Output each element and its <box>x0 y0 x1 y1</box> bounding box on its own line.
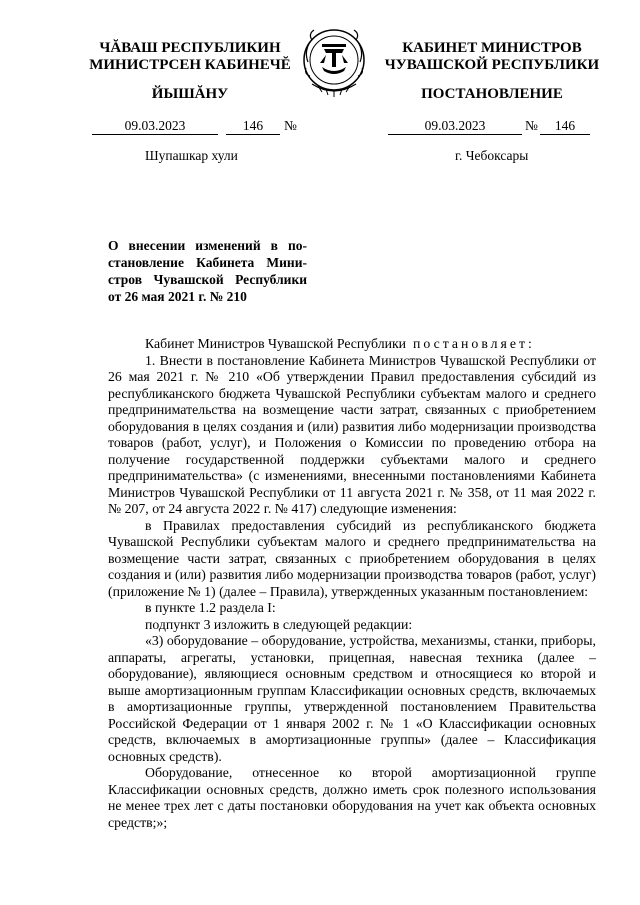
right-number-sign: № <box>525 118 538 133</box>
paragraph-5: «3) оборудование – оборудование, устройства, механизмы, станки, приборы, аппараты, агрегаты, установки, прицепная, навесная техника (далее – оборудование), являющиеся основным средством и относящиеся ко второй и выше амортизационным группам Классификации основных средств, включаемых в амортизационные группы, утвержденной постановлением Правительства Российской Федерации от 1 января 2002 г. № 1 «О Классификации основных средств, включаемых в амортизационные группы» (далее – Классификация основных средств). <box>108 633 596 764</box>
paragraph-6: Оборудование, отнесенное ко второй амортизационной группе Классификации основных средств, должно иметь срок полезного использования не менее трех лет с даты постановки оборудования на учет как объекта основных средств;»; <box>108 765 596 830</box>
document-title <box>108 237 307 305</box>
paragraph-1: 1. Внести в постановление Кабинета Министров Чувашской Республики от 26 мая 2021 г. № 210 «Об утверждении Правил предоставления субсидий из республиканского бюджета Чувашской Республики субъектам малого и среднего предпринимательства на возмещение части затрат, связанных с приобретением оборудования в целях создания и (или) развития либо модернизации производства товаров (работ, услуг), и Положения о Комиссии по проведению отбора на получение государственной поддержки субъектами малого и среднего предпринимательства» (с изменениями, внесенными постановлениями Кабинета Министров Чувашской Республики от 11 августа 2021 г. № 358, от 11 мая 2022 г. № 207, от 24 августа 2022 г. № 417) следующие изменения: <box>108 352 596 516</box>
header-left-doc-type: ЙЫШĂНУ <box>151 86 229 102</box>
title-line-2: становление Кабинета Мини- <box>108 255 307 270</box>
left-number-field: 146 <box>226 118 280 135</box>
document-body <box>108 336 596 831</box>
title-line-4: от 26 мая 2021 г. № 210 <box>108 289 247 304</box>
intro-paragraph <box>108 336 596 353</box>
left-city: Шупашкар хули <box>145 148 238 163</box>
header-right-line1: КАБИНЕТ МИНИСТРОВ <box>402 40 582 56</box>
header-left-line1: ЧĂВАШ РЕСПУБЛИКИН <box>99 40 281 56</box>
left-date-field: 09.03.2023 <box>92 118 218 135</box>
header-left-line2: МИНИСТРСЕН КАБИНЕЧĔ <box>89 57 291 73</box>
intro-subject: Кабинет Министров Чувашской Республики <box>145 336 407 351</box>
header-right-line2: ЧУВАШСКОЙ РЕСПУБЛИКИ <box>384 57 600 73</box>
right-date-field: 09.03.2023 <box>388 118 522 135</box>
intro-verb: постановляет: <box>412 336 535 351</box>
paragraph-4: подпункт 3 изложить в следующей редакции: <box>145 616 413 632</box>
header-right-doc-type: ПОСТАНОВЛЕНИЕ <box>421 86 563 102</box>
right-city: г. Чебоксары <box>455 148 529 163</box>
paragraph-2: в Правилах предоставления субсидий из республиканского бюджета Чувашской Республики субъектам малого и среднего предпринимательства на возмещение части затрат, связанных с приобретением оборудования в целях создания и (или) развития либо модернизации производства товаров (работ, услуг) (приложение № 1) (далее – Правила), утвержденных указанным постановлением: <box>108 517 596 599</box>
title-line-3: стров Чувашской Республики <box>108 272 307 287</box>
paragraph-3: в пункте 1.2 раздела I: <box>145 600 276 615</box>
title-line-1: О внесении изменений в по- <box>108 238 307 253</box>
header-left-org <box>80 40 300 74</box>
header-right-org <box>372 40 612 74</box>
left-number-sign: № <box>284 118 297 133</box>
right-number-field: 146 <box>540 118 590 135</box>
coat-of-arms-emblem <box>298 22 370 102</box>
